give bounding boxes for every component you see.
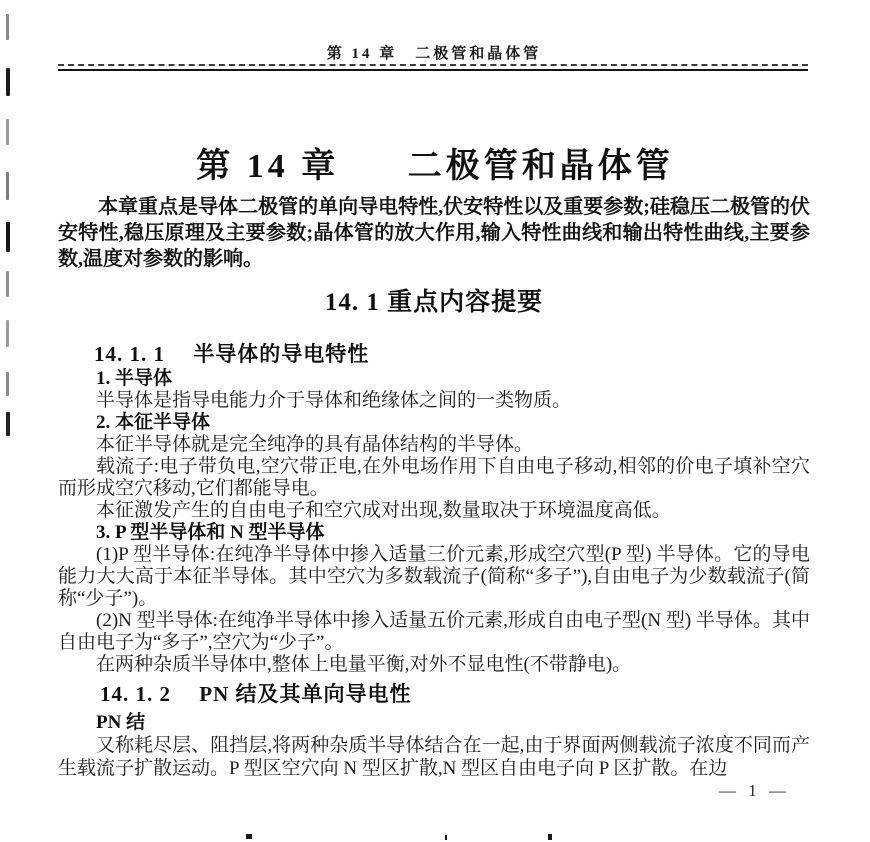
running-header: 第 14 章 二极管和晶体管 (326, 46, 542, 62)
scan-binding-mark (6, 271, 9, 297)
subsection-title-14-1-1 (94, 338, 369, 368)
subsection-name: PN 结及其单向导电性 (199, 682, 412, 706)
body-text-column (58, 368, 810, 780)
paragraph: 本征激发产生的自由电子和空穴成对出现,数量取决于环境温度高低。 (96, 500, 671, 521)
chapter-name: 二极管和晶体管 (407, 148, 674, 185)
scan-binding-mark (6, 372, 9, 396)
chapter-summary: 本章重点是导体二极管的单向导电特性,伏安特性以及重要参数;硅稳压二极管的伏安特性,稳压原理及主要参数;晶体管的放大作用,输入特性曲线和输出特性曲线,主要参数,温度对参数的影响。 (58, 196, 810, 270)
scan-speck (445, 835, 447, 840)
scan-speck (246, 834, 252, 839)
section-title: 14. 1 重点内容提要 (324, 289, 544, 316)
subsection-number: 14. 1. 2 (100, 682, 171, 706)
paragraph: 半导体是指导电能力介于导体和绝缘体之间的一类物质。 (96, 390, 572, 411)
pn-junction-heading: PN 结 (96, 712, 146, 733)
subsection-name: 半导体的导电特性 (193, 342, 370, 366)
scan-binding-mark (6, 412, 10, 436)
paragraph: 本征半导体就是完全纯净的具有晶体结构的半导体。 (96, 434, 534, 455)
scan-speck (548, 834, 552, 840)
numbered-heading: 1. 半导体 (96, 368, 173, 389)
paragraph: 在两种杂质半导体中,整体上电量平衡,对外不显电性(不带静电)。 (96, 654, 632, 675)
scan-binding-mark (6, 320, 9, 347)
numbered-heading: 3. P 型半导体和 N 型半导体 (96, 522, 325, 543)
paragraph: (1)P 型半导体:在纯净半导体中掺入适量三价元素,形成空穴型(P 型) 半导体。它的导电能力大大高于本征半导体。其中空穴为多数载流子(简称“多子”),自由电子为少数载流子(简称“少子”)。 (58, 544, 810, 609)
paragraph: 又称耗尽层、阻挡层,将两种杂质半导体结合在一起,由于界面两侧载流子浓度不同而产生载流子扩散运动。P 型区空穴向 N 型区扩散,N 型区自由电子向 P 区扩散。在边 (58, 735, 810, 779)
paragraph: 载流子:电子带负电,空穴带正电,在外电场作用下自由电子移动,相邻的价电子填补空穴而形成空穴移动,它们都能导电。 (58, 456, 810, 499)
subsection-title-14-1-2 (58, 681, 810, 707)
chapter-number: 第 14 章 (196, 148, 340, 185)
header-double-rule (58, 64, 808, 71)
scan-binding-mark (6, 222, 10, 252)
scan-binding-mark (6, 14, 9, 40)
subsection-number: 14. 1. 1 (94, 342, 165, 366)
page-number: — 1 — (719, 781, 790, 800)
chapter-title (0, 138, 870, 187)
paragraph: (2)N 型半导体:在纯净半导体中掺入适量五价元素,形成自由电子型(N 型) 半导体。其中自由电子为“多子”,空穴为“少子”。 (58, 610, 810, 653)
scan-binding-mark (6, 68, 10, 96)
numbered-heading: 2. 本征半导体 (96, 412, 211, 433)
